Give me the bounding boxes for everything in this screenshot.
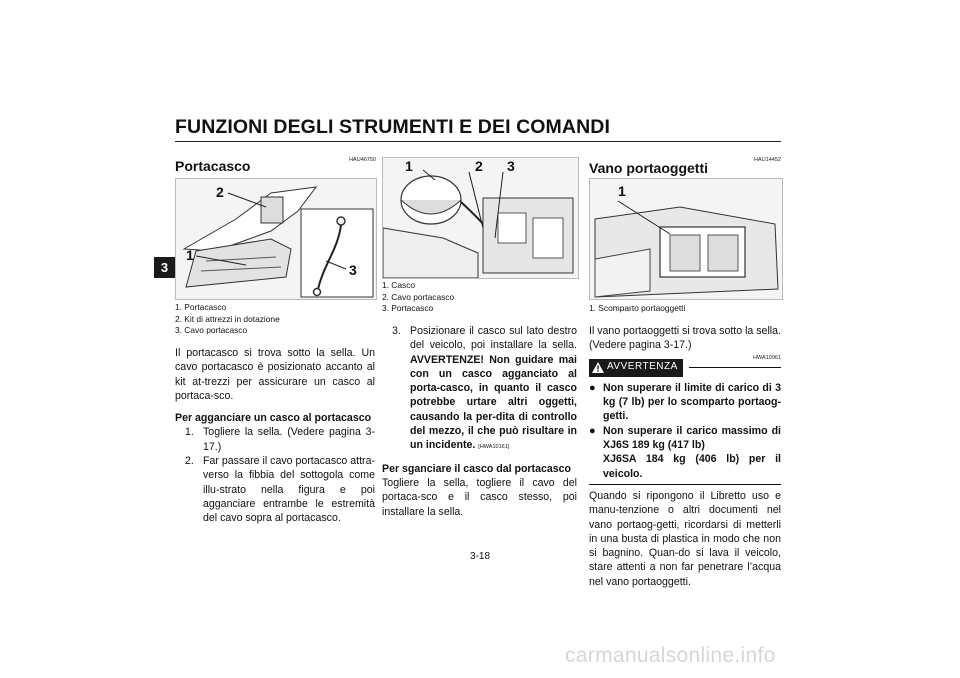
column-1-text <box>175 346 375 526</box>
paragraph: Il portacasco si trova sotto la sella. Un cavo portacasco è posizionato accanto al kit at-trezzi per assicurare un casco al portaca-sco. <box>175 347 375 402</box>
bullet-text <box>603 424 781 481</box>
step <box>392 324 577 455</box>
warning-end-rule <box>589 484 781 485</box>
chapter-tab: 3 <box>154 257 175 278</box>
figure-label: 2 <box>475 158 483 174</box>
warning-code: [HWA10161] <box>478 444 510 451</box>
figure-label: 3 <box>349 262 357 278</box>
section-code: HAU14452 <box>754 157 781 163</box>
figure-helmet-on-bike <box>382 157 579 279</box>
figure-captions <box>589 303 685 315</box>
figure-label: 2 <box>216 184 224 200</box>
step-text: Far passare il cavo portacasco attra-verso la fibbia del sottogola come illu-strato nella figura e poi agganciare entrambe le estremità del cavo sopra al portacasco. <box>203 455 375 525</box>
helmet-cable-illustration <box>383 158 578 278</box>
warning-bullet <box>589 424 781 481</box>
warning-triangle-icon <box>592 362 604 373</box>
page-number: 3-18 <box>469 551 490 562</box>
figure-portacasco <box>175 178 377 300</box>
figure-captions <box>382 280 454 315</box>
column-2-text <box>382 324 577 519</box>
bullet-text: Non superare il limite di carico di 3 kg (7 lb) per lo scomparto portaog-getti. <box>603 381 781 423</box>
caption: 3. Cavo portacasco <box>175 325 248 336</box>
paragraph: Togliere la sella, togliere il cavo del portaca-sco e il casco stesso, poi installare la sella. <box>382 476 577 518</box>
caption: 3. Portacasco <box>382 303 434 314</box>
step-number: 2. <box>185 455 194 468</box>
column-3-text <box>589 324 781 589</box>
bullet-dot-icon: ● <box>589 381 596 394</box>
section-title-portacasco: Portacasco <box>175 158 251 174</box>
warning-text: AVVERTENZE! Non guidare mai con un casco agganciato al porta-casco, in quanto il casco potrebbe urtare altri oggetti, causando la per-dita di controllo del mezzo, il che può risultare in un incidente. <box>410 353 577 452</box>
caption: 2. Cavo portacasco <box>382 291 455 302</box>
caption: 1. Portacasco <box>175 302 227 312</box>
figure-label: 1 <box>186 247 194 263</box>
step-number: 3. <box>392 325 401 337</box>
step <box>185 454 375 525</box>
step-number: 1. <box>185 426 194 439</box>
step-text <box>410 324 577 455</box>
paragraph: Quando si ripongono il Libretto uso e manu-tenzione o altri documenti nel vano portaog-getti, ricordarsi di metterli in una busta di plastica in modo che non si bagnino. Quan-do si lava il veicolo, stare attenti a non far penetrare l’acqua nel vano portaoggetti. <box>589 489 781 588</box>
step-text: Togliere la sella. (Vedere pagina 3-17.) <box>203 426 375 453</box>
figure-label: 1 <box>618 183 626 199</box>
step-instruction: Posizionare il casco sul lato destro del veicolo, poi installare la sella. <box>410 325 577 352</box>
figure-label: 1 <box>405 158 413 174</box>
warning-bullet <box>589 381 781 424</box>
warning-label <box>589 359 683 377</box>
caption: 2. Kit di attrezzi in dotazione <box>175 313 280 324</box>
figure-vano-portaoggetti <box>589 178 783 300</box>
seat-helmet-holder-illustration <box>176 179 376 299</box>
section-code: HAU46750 <box>349 157 376 163</box>
section-title-vano-portaoggetti: Vano portaoggetti <box>589 160 708 176</box>
paragraph: Il vano portaoggetti si trova sotto la sella. (Vedere pagina 3-17.) <box>589 325 781 352</box>
figure-label: 3 <box>507 158 515 174</box>
warning-rule <box>689 367 781 368</box>
bullet-dot-icon: ● <box>589 424 596 437</box>
caption: 1. Scomparto portaoggetti <box>589 303 686 313</box>
warning-code: HWA10961 <box>753 354 781 361</box>
subheading: Per agganciare un casco al portacasco <box>175 412 372 425</box>
bullet-line: XJ6SA 184 kg (406 lb) per il veicolo. <box>603 453 781 480</box>
figure-captions <box>175 302 280 337</box>
caption: 1. Casco <box>382 280 416 290</box>
watermark: carmanualsonline.info <box>565 644 776 667</box>
page-header-title: FUNZIONI DEGLI STRUMENTI E DEI COMANDI <box>175 116 610 138</box>
bullet-line: Non superare il carico massimo di XJ6S 189 kg (417 lb) <box>603 424 781 452</box>
header-rule <box>175 141 781 142</box>
step <box>185 425 375 454</box>
subheading: Per sganciare il casco dal portacasco <box>382 462 572 475</box>
warning-label-text: AVVERTENZA <box>607 361 678 373</box>
